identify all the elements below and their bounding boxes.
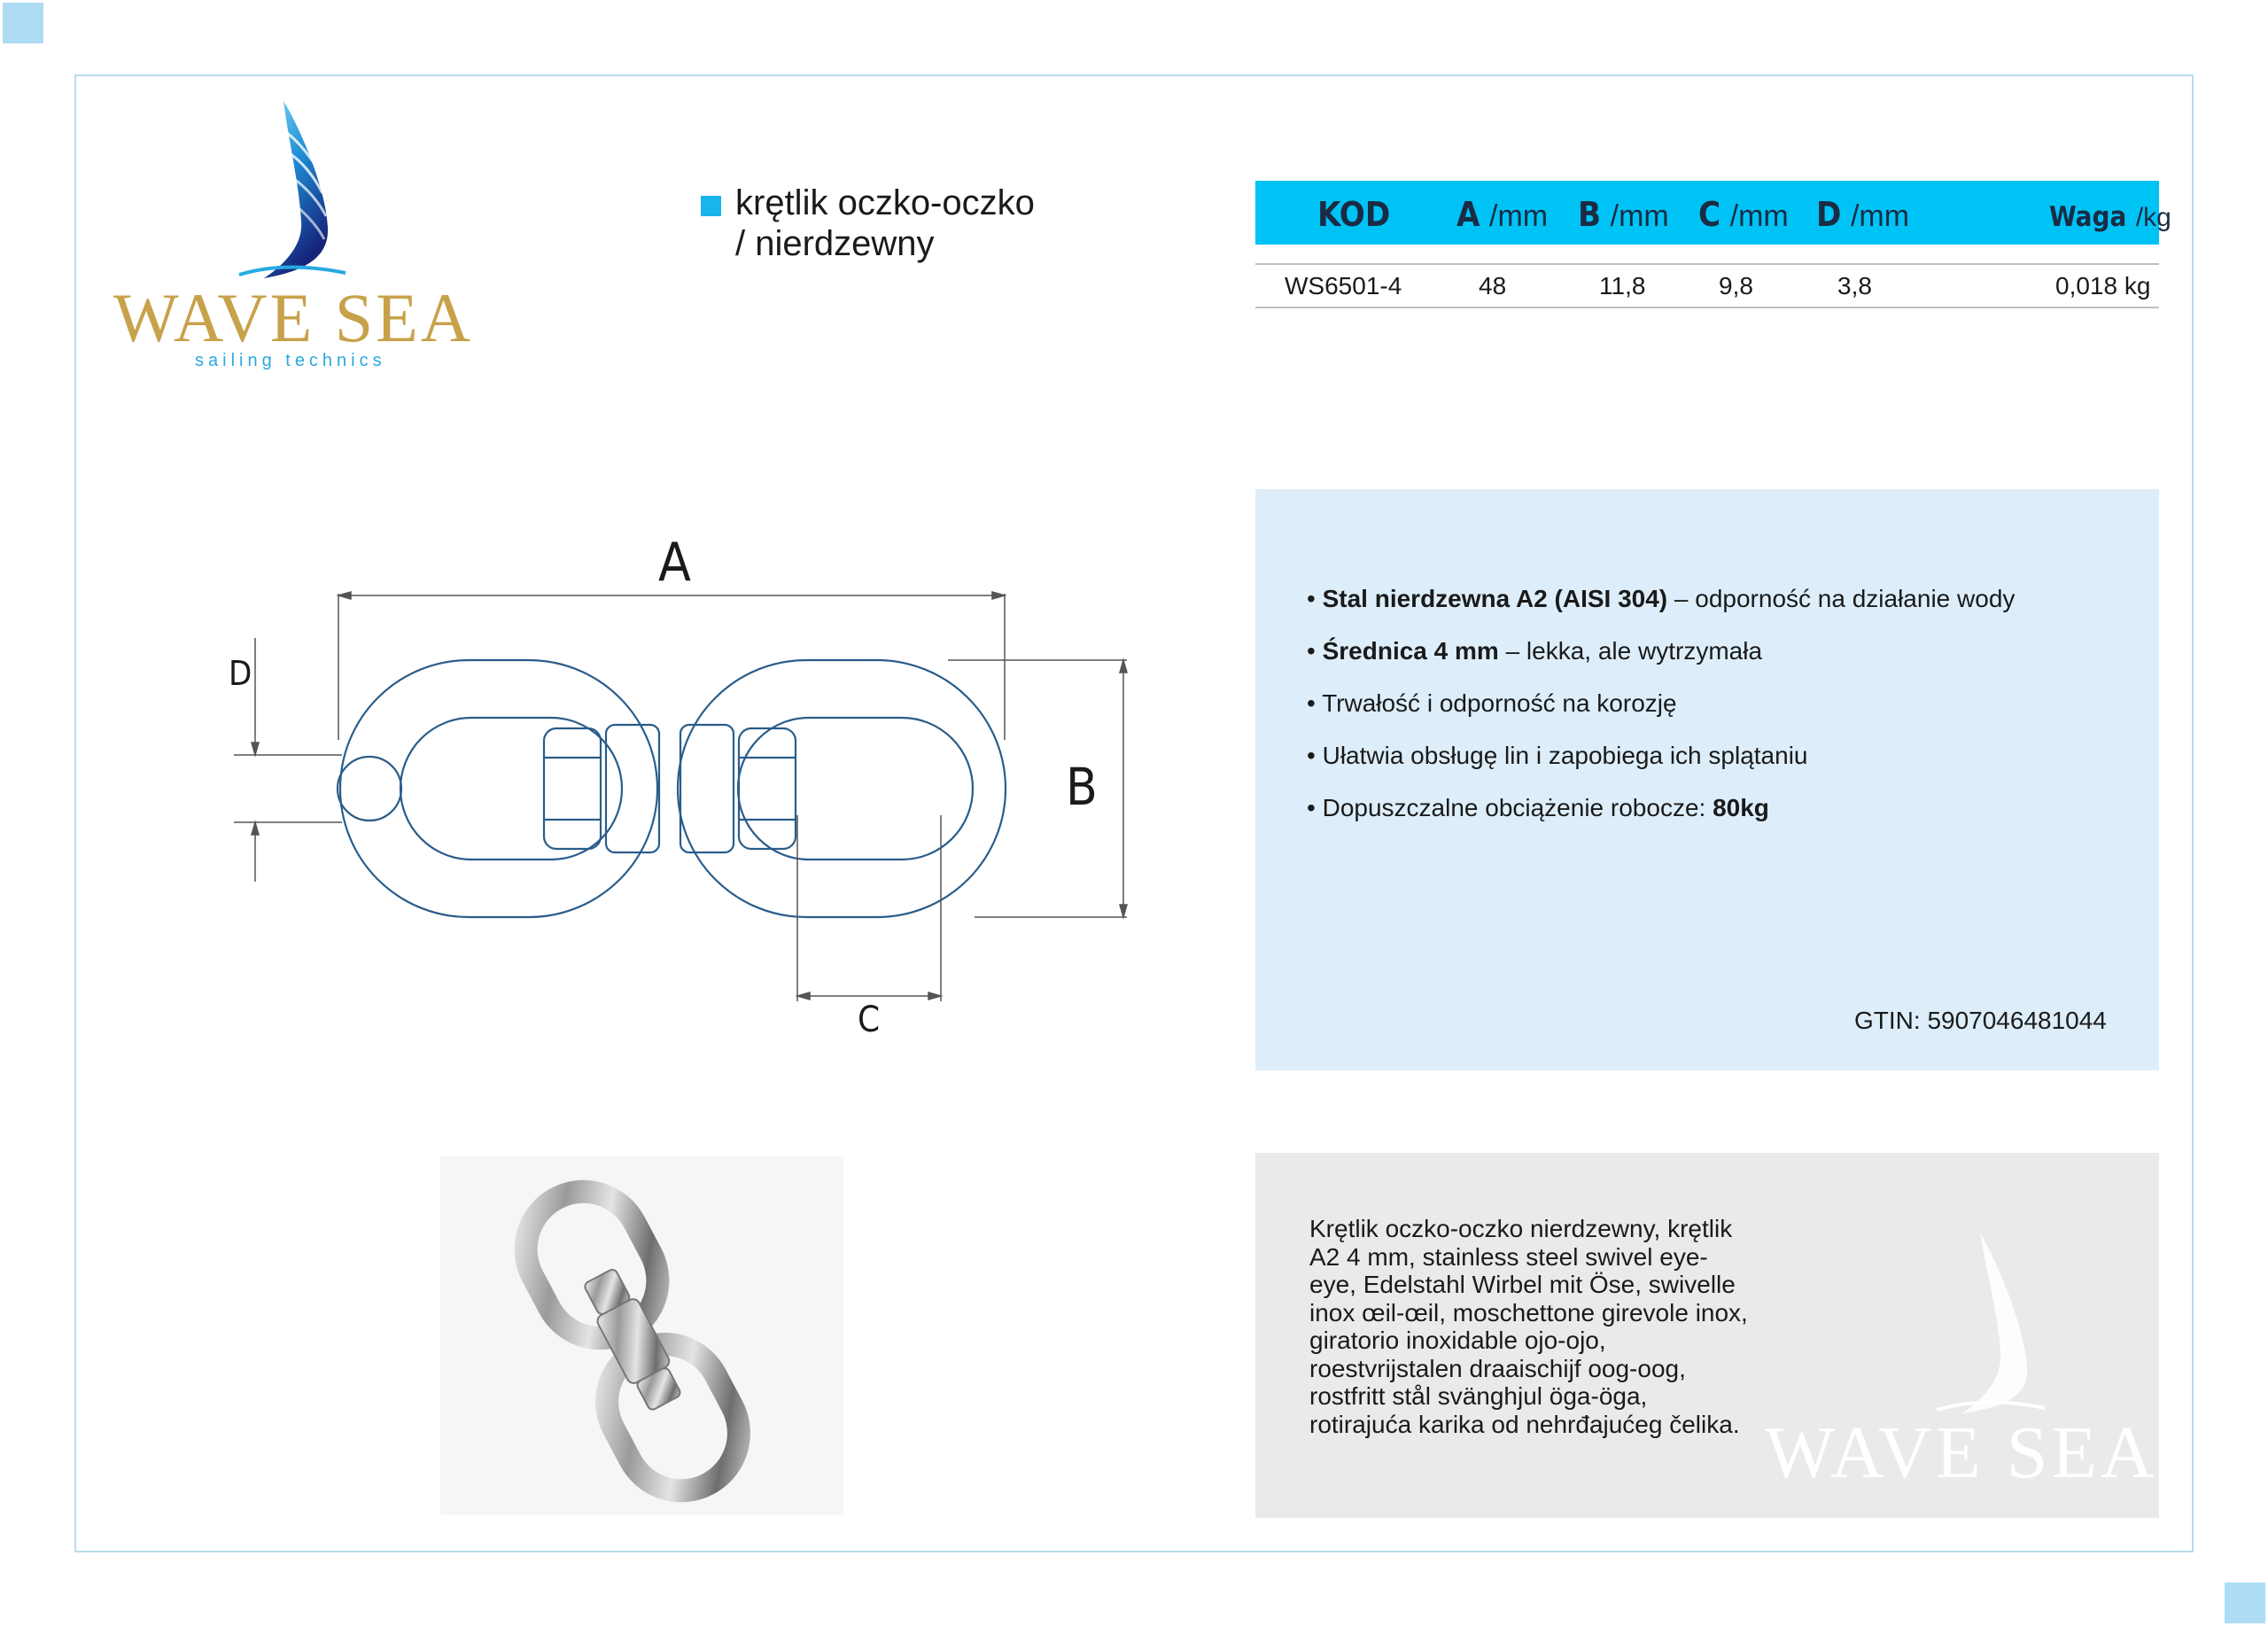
header-a: A /mm bbox=[1456, 195, 1549, 234]
spec-divider-top bbox=[1255, 263, 2159, 265]
watermark-sail-icon bbox=[1763, 1224, 2135, 1419]
description-panel bbox=[1255, 1153, 2159, 1518]
feature-item: • Średnica 4 mm – lekka, ale wytrzymała bbox=[1307, 637, 1763, 665]
product-title-line1: krętlik oczko-oczko bbox=[735, 183, 1035, 222]
product-title-line2: / nierdzewny bbox=[735, 224, 935, 263]
brand-tagline: sailing technics bbox=[195, 351, 386, 370]
description-text bbox=[1309, 1215, 1770, 1438]
title-bullet-square bbox=[701, 196, 721, 216]
header-kod: KOD bbox=[1317, 195, 1391, 234]
brand-logo bbox=[106, 97, 474, 381]
cell-a: 48 bbox=[1479, 272, 1507, 300]
features-panel bbox=[1255, 489, 2159, 1070]
gtin-code: GTIN: 5907046481044 bbox=[1854, 1007, 2107, 1034]
cell-b: 11,8 bbox=[1599, 272, 1646, 300]
feature-item: • Ułatwia obsługę lin i zapobiega ich splątaniu bbox=[1307, 742, 1808, 769]
cell-kod: WS6501-4 bbox=[1285, 272, 1402, 300]
dimension-label-a: A bbox=[658, 532, 691, 594]
header-waga: Waga /kg bbox=[2049, 201, 2171, 233]
sail-icon bbox=[106, 97, 461, 284]
product-title bbox=[735, 183, 1035, 264]
description-line: rostfritt stål svänghjul öga-öga, bbox=[1309, 1382, 1648, 1410]
corner-square-top-left bbox=[3, 3, 43, 43]
swivel-photo-image bbox=[440, 1156, 843, 1515]
spec-table-header bbox=[1255, 181, 2171, 245]
cell-waga: 0,018 kg bbox=[2055, 272, 2151, 300]
product-photo bbox=[440, 1156, 843, 1515]
spec-divider-bottom bbox=[1255, 307, 2159, 308]
description-line: Krętlik oczko-oczko nierdzewny, krętlik bbox=[1309, 1215, 1733, 1242]
description-line: inox œil-œil, moschettone girevole inox, bbox=[1309, 1298, 1748, 1326]
description-line: roestvrijstalen draaischijf oog-oog, bbox=[1309, 1354, 1686, 1382]
header-b: B /mm bbox=[1578, 195, 1669, 234]
dimension-label-c: C bbox=[858, 1000, 881, 1040]
brand-wordmark: WAVE SEA bbox=[113, 279, 474, 356]
feature-item: • Dopuszczalne obciążenie robocze: 80kg bbox=[1307, 794, 1769, 821]
watermark-wordmark: WAVE SEA bbox=[1765, 1412, 2158, 1494]
feature-item: • Trwałość i odporność na korozję bbox=[1307, 689, 1677, 717]
corner-square-bottom-right bbox=[2225, 1583, 2265, 1623]
swivel-diagram bbox=[213, 523, 1143, 1072]
description-line: rotirajuća karika od nehrđajućeg čelika. bbox=[1309, 1410, 1740, 1438]
description-line: A2 4 mm, stainless steel swivel eye- bbox=[1309, 1242, 1708, 1271]
dimension-label-d: D bbox=[229, 654, 252, 693]
features-list bbox=[1307, 572, 2015, 834]
cell-c: 9,8 bbox=[1719, 272, 1753, 300]
description-line: eye, Edelstahl Wirbel mit Öse, swivelle bbox=[1309, 1271, 1736, 1298]
dimension-label-b: B bbox=[1066, 757, 1098, 817]
header-d: D /mm bbox=[1816, 195, 1910, 234]
description-line: giratorio inoxidable ojo-ojo, bbox=[1309, 1326, 1606, 1354]
cell-d: 3,8 bbox=[1837, 272, 1872, 300]
feature-item: • Stal nierdzewna A2 (AISI 304) – odporność na działanie wody bbox=[1307, 585, 2016, 612]
header-c: C /mm bbox=[1698, 195, 1789, 234]
